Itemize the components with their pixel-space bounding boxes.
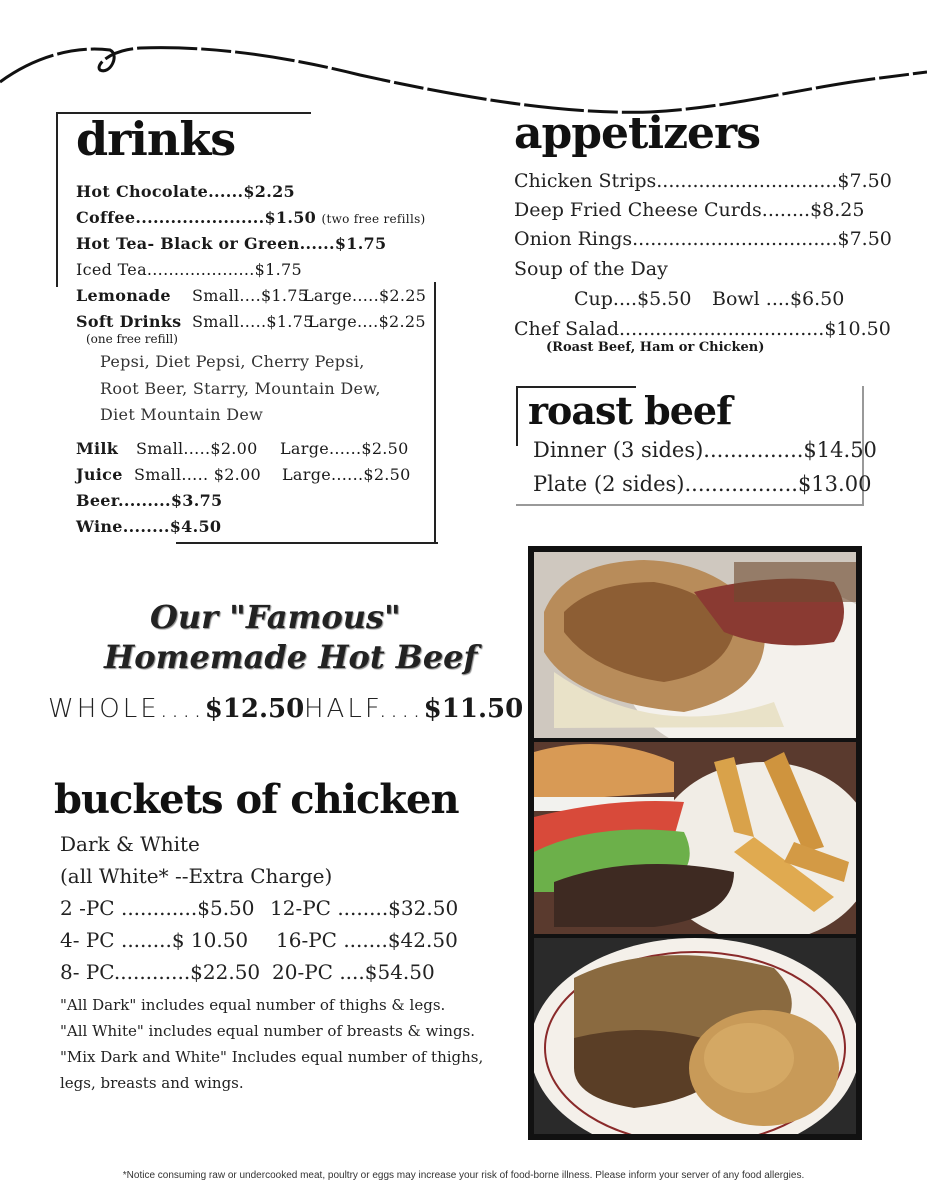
roast-beef-heading: roast beef [528, 388, 732, 433]
allergy-notice: *Notice consuming raw or undercooked meat, poultry or eggs may increase your risk of food-borne illness. Please inform your server of any food allergies. [122, 1170, 805, 1181]
chicken-8pc: 8- PC............$22.50 [60, 960, 261, 984]
soup-cup-price: Cup....$5.50 [574, 288, 692, 310]
drink-juice: Juice [76, 465, 123, 484]
chicken-note-1: "All Dark" includes equal number of thighs & legs. [60, 996, 446, 1014]
reuben-sandwich-photo [534, 552, 856, 738]
chicken-16pc: 16-PC .......$42.50 [276, 928, 458, 952]
soft-drinks-large-price: Large....$2.25 [308, 312, 426, 331]
drinks-heading: drinks [76, 112, 236, 166]
chicken-4pc: 4- PC ........$ 10.50 [60, 928, 249, 952]
hot-beef-half: HALF....$11.50 [304, 694, 524, 724]
milk-small-price: Small.....$2.00 [136, 439, 258, 458]
roast-beef-dinner: Dinner (3 sides)...............$14.50 [533, 438, 877, 462]
soft-drinks-note: (one free refill) [86, 332, 178, 346]
hot-beef-line-1: Our "Famous" [150, 598, 401, 636]
drink-lemonade: Lemonade [76, 286, 171, 305]
coffee-note: (two free refills) [321, 212, 426, 226]
roast-beef-plate: Plate (2 sides).................$13.00 [533, 472, 872, 496]
hot-beef-gravy-photo [534, 938, 856, 1134]
drink-beer: Beer.........$3.75 [76, 491, 223, 510]
appetizer-cheese-curds: Deep Fried Cheese Curds........$8.25 [514, 199, 865, 221]
drink-iced-tea: Iced Tea....................$1.75 [76, 260, 302, 279]
appetizer-chicken-strips: Chicken Strips..............................$7.50 [514, 170, 892, 192]
appetizer-onion-rings: Onion Rings..................................$7.50 [514, 228, 892, 250]
food-photo-collage [528, 546, 862, 1140]
drink-hot-chocolate: Hot Chocolate......$2.25 [76, 182, 295, 201]
juice-large-price: Large......$2.50 [282, 465, 411, 484]
chicken-heading: buckets of chicken [54, 776, 459, 823]
soft-drinks-list-3: Diet Mountain Dew [100, 405, 264, 424]
drink-wine: Wine........$4.50 [76, 517, 222, 536]
chicken-12pc: 12-PC ........$32.50 [270, 896, 459, 920]
lemonade-large-price: Large.....$2.25 [303, 286, 427, 305]
drink-hot-tea: Hot Tea- Black or Green......$1.75 [76, 234, 387, 253]
juice-small-price: Small..... $2.00 [134, 465, 262, 484]
soft-drinks-list-2: Root Beer, Starry, Mountain Dew, [100, 379, 381, 398]
chicken-line-2: (all White* --Extra Charge) [60, 864, 333, 888]
milk-large-price: Large......$2.50 [280, 439, 409, 458]
chicken-line-1: Dark & White [60, 832, 200, 856]
appetizer-soup: Soup of the Day [514, 258, 668, 280]
lemonade-small-price: Small....$1.75 [192, 286, 309, 305]
soft-drinks-list-1: Pepsi, Diet Pepsi, Cherry Pepsi, [100, 352, 365, 371]
soup-bowl-price: Bowl ....$6.50 [712, 288, 845, 310]
drink-soft-drinks: Soft Drinks [76, 312, 182, 331]
burger-fries-photo [534, 742, 856, 934]
appetizers-heading: appetizers [514, 108, 761, 159]
chicken-note-4: legs, breasts and wings. [60, 1074, 244, 1092]
chef-salad-note: (Roast Beef, Ham or Chicken) [546, 340, 765, 355]
chicken-2pc: 2 -PC ............$5.50 [60, 896, 255, 920]
drink-milk: Milk [76, 439, 119, 458]
chicken-note-3: "Mix Dark and White" Includes equal number of thighs, [60, 1048, 484, 1066]
hot-beef-line-2: Homemade Hot Beef [104, 638, 478, 676]
chicken-note-2: "All White" includes equal number of breasts & wings. [60, 1022, 476, 1040]
drink-coffee: Coffee......................$1.50 (two free refills) [76, 208, 426, 227]
chicken-20pc: 20-PC ....$54.50 [272, 960, 435, 984]
appetizer-chef-salad: Chef Salad..................................$10.50 [514, 318, 891, 340]
hot-beef-whole: WHOLE....$12.50 [48, 694, 305, 724]
soft-drinks-small-price: Small.....$1.75 [192, 312, 314, 331]
